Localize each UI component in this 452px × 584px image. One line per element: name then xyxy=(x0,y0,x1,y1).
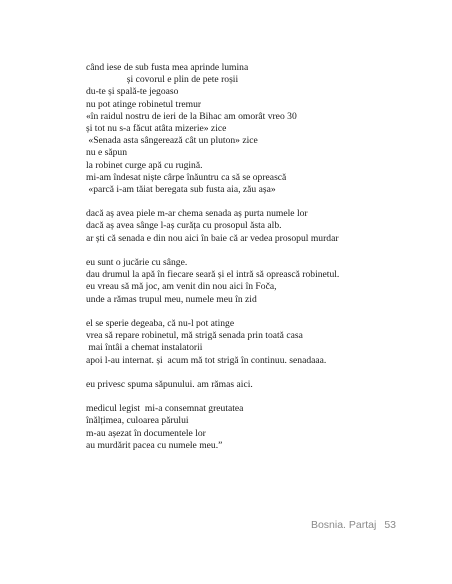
poem-line: ar ști că senada e din nou aici în baie că ar vedea prosopul murdar xyxy=(86,232,339,244)
stanza-5 xyxy=(86,379,426,391)
poem-line: «în raidul nostru de ieri de la Bihac am omorât vreo 30 xyxy=(86,110,297,122)
stanza-break xyxy=(86,196,426,208)
poem-line: «parcă i-am tăiat beregata sub fusta aia, zău așa» xyxy=(86,183,276,195)
stanza-break xyxy=(86,391,426,403)
stanza-break xyxy=(86,306,426,318)
stanza-2 xyxy=(86,208,426,245)
poem-line: înălțimea, culoarea părului xyxy=(86,415,189,427)
poem-line: nu e săpun xyxy=(86,147,128,159)
stanza-3 xyxy=(86,257,426,306)
poem-line: eu sunt o jucărie cu sânge. xyxy=(86,257,188,268)
stanza-4 xyxy=(86,318,426,367)
stanza-break xyxy=(86,367,426,379)
poem-line: «Senada asta sângerează cât un pluton» zice xyxy=(86,135,258,147)
poem-line: și tot nu s-a făcut atâta mizerie» zice xyxy=(86,122,227,134)
poem-line: dau drumul la apă în fiecare seară și el intră să oprească robinetul. xyxy=(86,269,340,281)
poem-line: și covorul e plin de pete roșii xyxy=(86,74,239,86)
poem-line: el se sperie degeaba, că nu-l pot atinge xyxy=(86,317,235,329)
poem-text xyxy=(86,62,426,452)
poem-line: vrea să repare robinetul, mă strigă senada prin toată casa xyxy=(86,330,303,342)
poem-line: medicul legist mi-a consemnat greutatea xyxy=(86,403,244,415)
poem-line: au murdărit pacea cu numele meu.” xyxy=(86,439,223,451)
poem-line: dacă aș avea sânge l-aș curăța cu prosopul ăsta alb. xyxy=(86,220,282,232)
poem-line: eu privesc spuma săpunului. am rămas aici. xyxy=(86,378,253,390)
poem-line: când iese de sub fusta mea aprinde lumina xyxy=(86,62,249,73)
poem-line: m-au așezat în documentele lor xyxy=(86,427,206,439)
poem-line: mai întâi a chemat instalatorii xyxy=(86,342,203,354)
poem-line: unde a rămas trupul meu, numele meu în zid xyxy=(86,293,257,305)
poem-line: mi-am îndesat niște cârpe înăuntru ca să se oprească xyxy=(86,171,287,183)
stanza-break xyxy=(86,245,426,257)
poem-line: la robinet curge apă cu rugină. xyxy=(86,159,203,171)
stanza-1 xyxy=(86,62,426,196)
poem-line: eu vreau să mă joc, am venit din nou aici în Foča, xyxy=(86,281,277,293)
poem-line: du-te și spală-te jegoaso xyxy=(86,86,179,98)
page-number: 53 xyxy=(384,519,396,531)
stanza-6 xyxy=(86,403,426,452)
poem-line: nu pot atinge robinetul tremur xyxy=(86,98,202,110)
page-footer xyxy=(311,519,396,531)
running-title: Bosnia. Partaj xyxy=(310,519,377,531)
poem-line: dacă aș avea piele m-ar chema senada aș purta numele lor xyxy=(86,208,308,220)
poem-line: apoi l-au internat. și acum mă tot strigă în continuu. senadaaa. xyxy=(86,354,327,366)
